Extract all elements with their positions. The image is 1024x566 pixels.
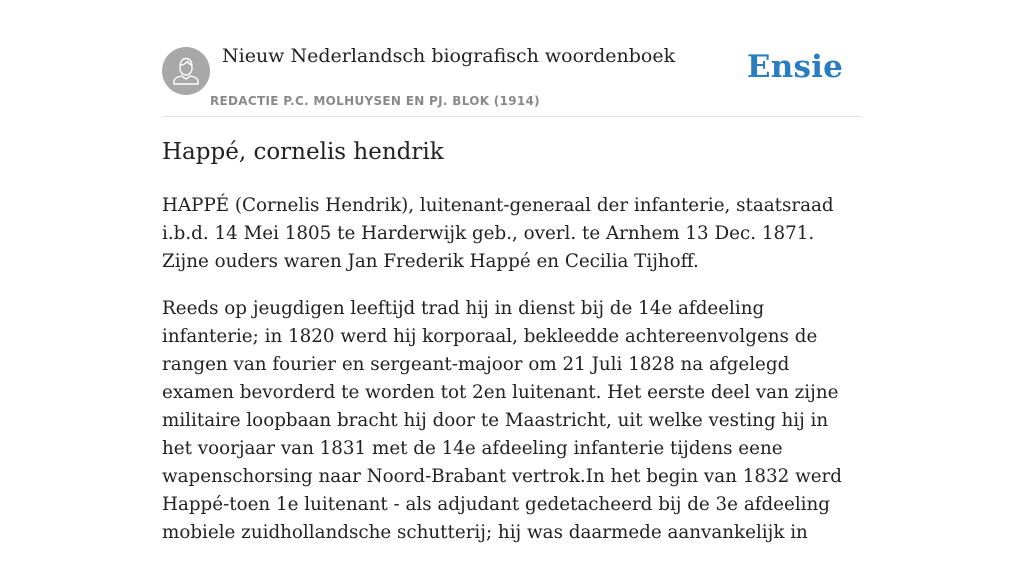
book-title[interactable]: Nieuw Nederlandsch biografisch woordenboek bbox=[222, 45, 676, 67]
article-paragraph: HAPPÉ (Cornelis Hendrik), luitenant-generaal der infanterie, staatsraad i.b.d. 14 Mei 1805 te Harderwijk geb., overl. te Arnhem 13 Dec. 1871. Zijne ouders waren Jan Frederik Happé en Cecilia Tijhoff. bbox=[162, 195, 834, 272]
article-title: Happé, cornelis hendrik bbox=[162, 139, 444, 165]
avatar[interactable] bbox=[162, 47, 210, 95]
article-paragraph: Reeds op jeugdigen leeftijd trad hij in dienst bij de 14e afdeeling infanterie; in 1820 werd hij korporaal, bekleedde achtereenvolgens de rangen van fourier en sergeant-majoor om 21 Juli 1828 na afgelegd examen bevorderd te worden tot 2en luitenant. Het eerste deel van zijne militaire loopbaan bracht hij door te Maastricht, uit welke vesting hij in het voorjaar van 1831 met de 14e afdeeling infanterie tijdens eene wapenschorsing naar Noord-Brabant vertrok.In het begin van 1832 werd Happé-toen 1e luitenant - als adjudant gedetacheerd bij de 3e afdeeling mobiele zuidhollandsche schutterij; hij was daarmede aanvankelijk in bbox=[162, 298, 842, 543]
editors-label: REDACTIE P.C. MOLHUYSEN EN PJ. BLOK (1914) bbox=[210, 94, 540, 108]
article-body bbox=[162, 192, 862, 566]
page-header bbox=[162, 0, 862, 117]
user-silhouette-icon bbox=[162, 47, 210, 95]
page bbox=[162, 0, 862, 543]
ensie-logo[interactable]: Ensie bbox=[746, 49, 843, 85]
